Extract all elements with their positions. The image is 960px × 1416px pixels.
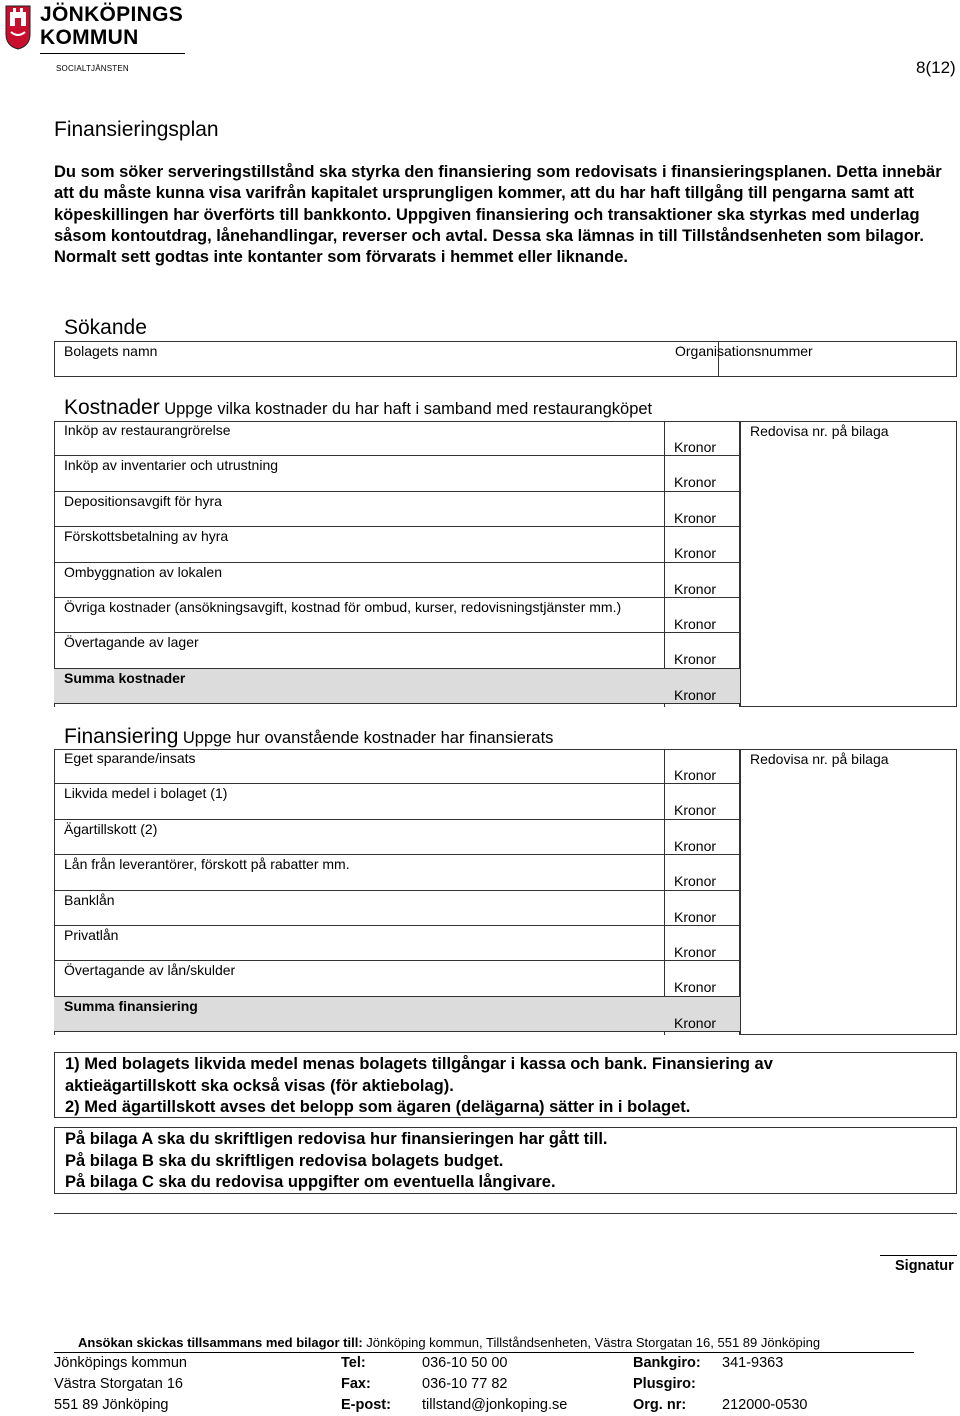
kostnad-currency-label: Kronor — [674, 545, 717, 562]
finansiering-sum-label: Summa finansiering — [64, 997, 198, 1014]
finansiering-row[interactable] — [54, 891, 740, 926]
footer-rule — [54, 1352, 914, 1353]
kostnad-currency-label: Kronor — [674, 686, 717, 703]
kostnad-row-label: Förskottsbetalning av hyra — [64, 528, 229, 545]
finansiering-row-label: Banklån — [64, 891, 115, 908]
footer-tel-value: 036-10 50 00 — [422, 1355, 508, 1371]
finansiering-currency-label: Kronor — [674, 944, 717, 960]
finansiering-currency-label: Kronor — [674, 908, 717, 925]
finansiering-row[interactable] — [54, 961, 740, 996]
finansiering-subtitle: Uppge hur ovanstående kostnader har finansierats — [182, 729, 554, 747]
kostnad-row[interactable] — [54, 633, 740, 668]
footer-fax-label: Fax: — [341, 1376, 371, 1392]
footer-tel-label: Tel: — [341, 1355, 366, 1371]
kostnader-redovisa-label: Redovisa nr. på bilaga — [750, 423, 889, 439]
note-2: 2) Med ägartillskott avses det belopp som ägaren (delägarna) sätter in i bolaget. — [65, 1098, 691, 1116]
kostnad-row-label: Inköp av restaurangrörelse — [64, 422, 231, 438]
footer-send-address: Jönköping kommun, Tillståndsenheten, Västra Storgatan 16, 551 89 Jönköping — [366, 1335, 821, 1350]
kostnad-row[interactable] — [54, 563, 740, 598]
kostnad-row-label: Inköp av inventarier och utrustning — [64, 457, 279, 474]
kostnad-row-label: Övertagande av lager — [64, 634, 199, 651]
kostnad-row-label: Depositionsavgift för hyra — [64, 492, 222, 509]
footer-orgnr-value: 212000-0530 — [722, 1397, 808, 1413]
org-number-field[interactable]: Organisationsnummer — [675, 343, 813, 359]
notes-box — [54, 1052, 957, 1118]
coat-of-arms-logo — [4, 4, 32, 50]
footer-email-value[interactable]: tillstand@jonkoping.se — [422, 1397, 568, 1413]
finansiering-row-label: Likvida medel i bolaget (1) — [64, 785, 228, 802]
finansiering-row-label: Övertagande av lån/skulder — [64, 962, 236, 979]
attachments-box — [54, 1127, 957, 1194]
attachment-a: På bilaga A ska du skriftligen redovisa hur finansieringen har gått till. — [65, 1130, 608, 1148]
kostnader-title: Kostnader — [64, 396, 160, 419]
footer-bankgiro-value: 341-9363 — [722, 1355, 784, 1371]
finansiering-row[interactable] — [54, 926, 740, 961]
finansiering-currency-label: Kronor — [674, 1014, 717, 1031]
footer-fax-value: 036-10 77 82 — [422, 1376, 508, 1392]
finansiering-row[interactable] — [54, 855, 740, 890]
finansiering-currency-label: Kronor — [674, 837, 717, 854]
finansiering-redovisa-label: Redovisa nr. på bilaga — [750, 751, 889, 767]
page-number: 8(12) — [916, 58, 956, 77]
finansiering-row-label: Eget sparande/insats — [64, 750, 196, 766]
kostnad-row[interactable] — [54, 527, 740, 562]
kostnad-row[interactable] — [54, 456, 740, 491]
footer-send-line — [78, 1335, 820, 1350]
finansiering-row[interactable] — [54, 820, 740, 855]
kostnad-currency-label: Kronor — [674, 616, 717, 632]
footer-bankgiro-label: Bankgiro: — [633, 1355, 701, 1371]
footer-orgnr-label: Org. nr: — [633, 1397, 687, 1413]
footer-address-3: 551 89 Jönköping — [54, 1397, 169, 1413]
finansiering-sum-row[interactable] — [54, 997, 740, 1032]
kostnader-bilaga-box[interactable] — [740, 421, 957, 707]
finansiering-heading — [64, 725, 553, 749]
finansiering-currency-label: Kronor — [674, 767, 717, 783]
finansiering-row[interactable] — [54, 784, 740, 819]
kostnad-row[interactable] — [54, 598, 740, 633]
finansiering-row-label: Ägartillskott (2) — [64, 820, 158, 837]
attachment-b: På bilaga B ska du skriftligen redovisa bolagets budget. — [65, 1151, 504, 1170]
kostnad-sum-row[interactable] — [54, 669, 740, 704]
page-title: Finansieringsplan — [54, 118, 219, 141]
footer-address-2: Västra Storgatan 16 — [54, 1376, 183, 1392]
kostnad-row-label: Övriga kostnader (ansökningsavgift, kostnad för ombud, kurser, redovisningstjänster mm.) — [64, 599, 622, 615]
signature-line[interactable] — [880, 1255, 957, 1256]
kostnader-subtitle: Uppge vilka kostnader du har haft i samband med restaurangköpet — [164, 400, 653, 418]
finansiering-row[interactable] — [54, 749, 740, 784]
finansiering-currency-label: Kronor — [674, 802, 717, 819]
intro-text: Du som söker serveringstillstånd ska styrka den finansiering som redovisats i finansieringsplanen. Detta innebär att du måste kunna visa varifrån kapitalet ursprungligen kommer, att du har haft tillgång till pengarna samt att köpeskillingen har överförts till bankkonto. Uppgiven finansiering och transaktioner ska styrkas med underlag såsom kontoutdrag, lånehandlingar, reverser och avtal. Dessa ska lämnas in till Tillståndsenheten som bilagor. Normalt sett godtas inte kontanter som förvarats i hemmet eller liknande. — [54, 163, 942, 267]
footer-send-label: Ansökan skickas tillsammans med bilagor till: — [78, 1335, 363, 1350]
kostnad-row[interactable] — [54, 421, 740, 456]
kostnad-row[interactable] — [54, 492, 740, 527]
note-1-line-2: aktieägartillskott ska också visas (för aktiebolag). — [65, 1076, 454, 1095]
company-name-field[interactable]: Bolagets namn — [64, 343, 158, 359]
kostnad-currency-label: Kronor — [674, 580, 717, 597]
kostnad-sum-label: Summa kostnader — [64, 669, 186, 686]
signature-label: Signatur — [895, 1258, 954, 1274]
logo-divider — [40, 53, 185, 54]
finansiering-row-label: Privatlån — [64, 927, 119, 943]
org-name: JÖNKÖPINGS KOMMUN — [40, 3, 184, 49]
finansiering-bilaga-box[interactable] — [740, 749, 957, 1035]
kostnader-heading — [64, 396, 652, 420]
sokande-box — [54, 341, 957, 377]
finansiering-currency-label: Kronor — [674, 873, 717, 890]
footer-email-label: E-post: — [341, 1397, 391, 1413]
kostnad-currency-label: Kronor — [674, 509, 717, 526]
kostnad-row-label: Ombyggnation av lokalen — [64, 563, 222, 580]
department-label: SOCIALTJÄNSTEN — [56, 64, 129, 73]
separator-line — [54, 1213, 957, 1214]
kostnad-currency-label: Kronor — [674, 651, 717, 668]
sokande-title: Sökande — [64, 316, 147, 339]
kostnad-currency-label: Kronor — [674, 439, 717, 455]
finansiering-row-label: Lån från leverantörer, förskott på rabatter mm. — [64, 856, 350, 873]
footer-plusgiro-label: Plusgiro: — [633, 1376, 696, 1392]
footer-address-1: Jönköpings kommun — [54, 1355, 187, 1371]
attachment-c: På bilaga C ska du redovisa uppgifter om eventuella långivare. — [65, 1173, 556, 1191]
note-1-line-1: 1) Med bolagets likvida medel menas bolagets tillgångar i kassa och bank. Finansiering av — [65, 1055, 773, 1073]
kostnad-currency-label: Kronor — [674, 474, 717, 491]
finansiering-currency-label: Kronor — [674, 979, 717, 996]
finansiering-title: Finansiering — [64, 725, 179, 748]
